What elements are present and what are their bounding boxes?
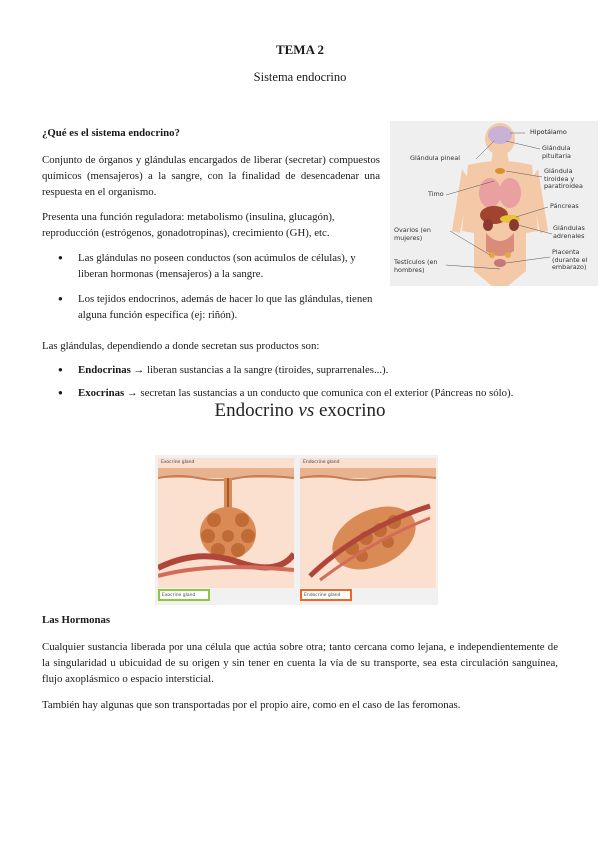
label-adrenales: Glándulas adrenales	[553, 224, 585, 240]
section-heading-que-es: ¿Qué es el sistema endocrino?	[42, 127, 180, 139]
paragraph-definition: Conjunto de órganos y glándulas encargados de liberar (secretar) compuestos químicos (mensajeros) a la sangre, con la finalidad de desencadenar una respuesta en el organismo.	[42, 154, 380, 198]
list-item: ● Las glándulas no poseen conductos (son acúmulos de células), y liberan hormonas (mensajeros) a la sangre.	[42, 250, 380, 282]
desc-exocrinas: secretan las sustancias a un conducto que comunica con el exterior (Páncreas no sólo).	[140, 387, 514, 399]
panel-left-label: Exocrine gland	[161, 460, 195, 465]
list-item-exocrinas	[42, 385, 558, 401]
endocrine-illustration	[300, 458, 436, 588]
paragraph-hormonas-definition: Cualquier sustancia liberada por una célula que actúa sobre otra; tanto cercana como lejana, e independientemente de la singularidad u ubicuidad de su origen y sin tener en cuenta la vía de su transporte, sea esta circulación sanguínea, flujo axoplásmico o espacio intersticial.	[42, 641, 558, 685]
arrow: →	[126, 387, 138, 399]
caption-left: Exocrine gland	[162, 593, 196, 598]
label-placenta: Placenta (durante el embarazo)	[552, 248, 588, 271]
panel-endocrine	[300, 458, 436, 588]
label-timo: Timo	[428, 190, 444, 198]
label-testiculos: Testículos (en hombres)	[394, 258, 438, 274]
paragraph-feromonas: También hay algunas que son transportadas por el propio aire, como en el caso de las feromonas.	[42, 699, 461, 711]
exocrine-illustration	[158, 458, 294, 588]
page-title: TEMA 2	[275, 42, 325, 57]
caption-right: Endocrine gland	[304, 593, 341, 598]
section-heading-hormonas: Las Hormonas	[42, 614, 111, 626]
label-pineal: Glándula pineal	[410, 154, 461, 162]
label-pancreas: Páncreas	[550, 202, 579, 210]
list-item-endocrinas	[42, 362, 558, 378]
page-subtitle: Sistema endocrino	[253, 70, 347, 84]
paragraph-function: Presenta una función reguladora: metabolismo (insulina, glucagón), reproducción (estrógenos, gonadotropinas), crecimiento (GH), etc.	[42, 211, 335, 239]
gland-comparison-figure	[155, 455, 438, 605]
figure-title-a: Endocrino	[214, 400, 299, 421]
label-hipotalamo: Hipotálamo	[530, 128, 567, 136]
caption-box-right	[300, 589, 352, 601]
arrow: →	[133, 364, 145, 376]
panel-right-label: Endocrine gland	[303, 460, 340, 465]
figure-title	[155, 400, 445, 422]
list-item: ● Los tejidos endocrinos, además de hacer lo que las glándulas, tienen alguna función específica (ej: riñón).	[42, 291, 380, 323]
label-tiroidea: Glándula tiroidea y paratiroidea	[544, 167, 583, 190]
label-ovarios: Ovarios (en mujeres)	[394, 226, 431, 242]
label-pituitaria: Glándula pituitaria	[542, 144, 571, 160]
term-endocrinas: Endocrinas	[78, 364, 131, 376]
paragraph-glands-intro: Las glándulas, dependiendo a donde secretan sus productos son:	[42, 340, 320, 352]
panel-exocrine	[158, 458, 294, 588]
figure-title-vs: vs	[298, 400, 315, 421]
figure-title-b: exocrino	[314, 400, 386, 421]
desc-endocrinas: liberan sustancias a la sangre (tiroides, suprarrenales...).	[147, 364, 389, 376]
bullet-list-glands	[42, 250, 380, 332]
endocrine-body-diagram	[390, 121, 598, 286]
caption-box-left	[158, 589, 210, 601]
term-exocrinas: Exocrinas	[78, 387, 125, 399]
